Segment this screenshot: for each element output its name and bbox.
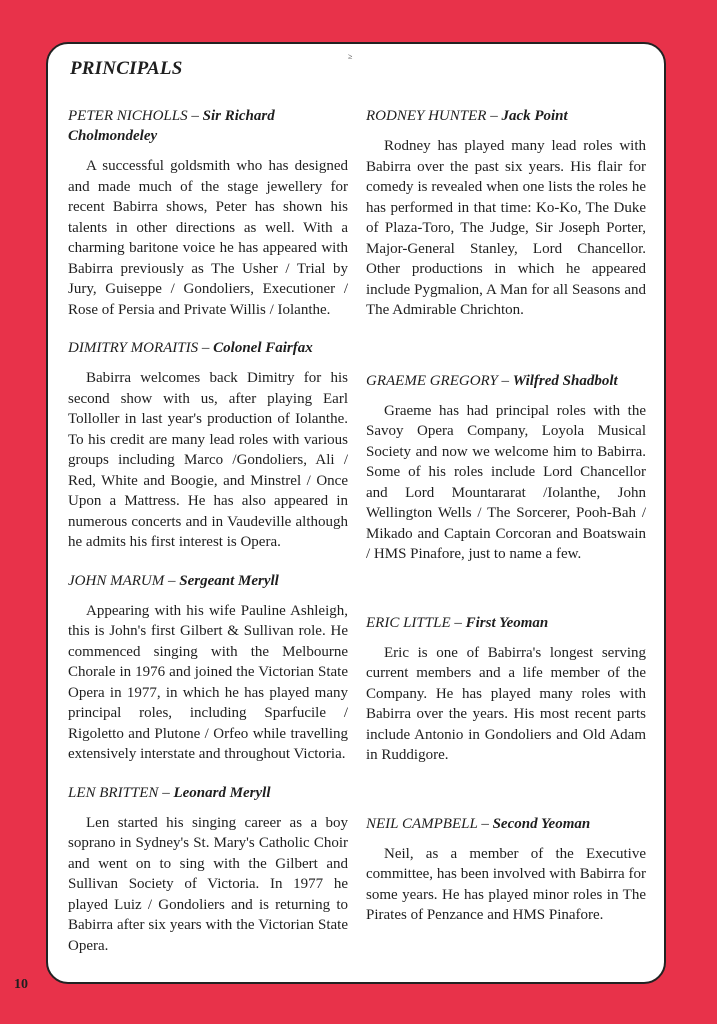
cast-entry [366,814,646,926]
cast-name: PETER NICHOLLS [68,108,188,124]
cast-role: Sir Richard Cholmondeley [68,108,275,144]
cast-heading: LEN BRITTEN – Leonard Meryll [68,784,271,801]
cast-bio: Len started his singing career as a boy soprano in Sydney's St. Mary's Catholic Choir and went on to sing with the Gilbert and Sullivan Society of Victoria. In 1977 he played Luiz / Gondoliers and is returning to Babirra after six years with the Victorian State Opera. [68,814,348,954]
cast-entry [68,106,348,320]
cast-bio: Graeme has had principal roles with the Savoy Opera Company, Loyola Musical Society and now we welcome him to Babirra. Some of his roles include Lord Chancellor and Lord Mountararat /Iolanthe, John Wellington Wells / The Sorcerer, Pooh-Bah / Mikado and Captain Corcoran and Boatswain / HMS Pinafore, just to name a few. [366,402,646,562]
cast-heading: ERIC LITTLE – First Yeoman [366,614,549,631]
cast-bio: Babirra welcomes back Dimitry for his second show with us, after playing Earl Tolloller in last year's production of Iolanthe. To his credit are many lead roles with various groups including Marco /Gondoliers, Ali / Red, White and Boogie, and Minstrel / Once Upon a Mattress. He has also appeared in numerous concerts and in Vaudeville although he admits his first interest is Opera. [68,370,348,550]
cast-name: ERIC LITTLE [366,614,451,631]
cast-heading: DIMITRY MORAITIS – Colonel Fairfax [68,340,313,356]
cast-heading: PETER NICHOLLS – Sir Richard Cholmondeley [68,108,275,144]
cast-name: GRAEME GREGORY [366,372,498,389]
cast-name: DIMITRY MORAITIS [68,340,199,356]
cast-role: First Yeoman [465,614,549,631]
cast-entry [366,371,646,565]
cast-role: Jack Point [501,108,568,124]
cast-name: LEN BRITTEN [68,784,159,801]
cast-name: RODNEY HUNTER [366,108,487,124]
cast-heading: RODNEY HUNTER – Jack Point [366,108,568,124]
cast-heading: JOHN MARUM – Sergeant Meryll [68,572,279,589]
cast-bio: Eric is one of Babirra's longest serving current members and a life member of the Company. He has played many roles with Babirra over the years. His most recent parts include Antonio in Gondoliers and Old Adam in Ruddigore. [366,644,646,763]
cast-bio: A successful goldsmith who has designed and made much of the stage jewellery for recent Babirra shows, Peter has shown his talents in other directions as well. With a charming baritone voice he has appeared with Babirra previously as The Usher / Trial by Jury, Guiseppe / Gondoliers, Executioner / Rose of Persia and Private Willis / Iolanthe. [68,158,348,318]
cast-heading: NEIL CAMPBELL – Second Yeoman [366,815,591,832]
cast-heading: GRAEME GREGORY – Wilfred Shadbolt [366,372,618,389]
cast-bio: Neil, as a member of the Executive committee, has been involved with Babirra for some years. He has played minor roles in The Pirates of Penzance and HMS Pinafore. [366,845,646,923]
cast-entry [68,338,348,553]
cast-role: Sergeant Meryll [179,572,279,589]
cast-role: Wilfred Shadbolt [512,372,618,389]
cast-role: Leonard Meryll [173,784,271,801]
left-column [68,106,348,956]
cast-role: Colonel Fairfax [213,340,313,356]
cast-entry [68,571,348,765]
cast-bio: Appearing with his wife Pauline Ashleigh, this is John's first Gilbert & Sullivan role. He commenced singing with the Melbourne Chorale in 1976 and joined the Victorian State Opera in 1977, in which he has played many principal roles, including Sparfucile / Rigoletto and Plutone / Orfeo while travelling extensively interstate and throughout Victoria. [68,602,348,762]
cast-bio: Rodney has played many lead roles with Babirra over the past six years. His flair for comedy is revealed when one lists the roles he has performed in that time: Ko-Ko, The Duke of Plaza-Toro, The Judge, Sir Joseph Porter, Major-General Stanley, Lord Chancellor. Other productions in which he appeared include Pygmalion, A Man for all Seasons and The Admirable Chrichton. [366,138,646,318]
cast-entry [366,106,646,321]
cast-name: NEIL CAMPBELL [366,815,478,832]
cast-role: Second Yeoman [492,815,591,832]
cast-entry [366,613,646,766]
programme-page [46,42,666,984]
cast-entry [68,783,348,957]
cast-name: JOHN MARUM [68,572,165,589]
print-mark: ≥ [348,52,353,61]
page-number: 10 [14,977,28,992]
right-column [366,106,646,926]
page-title: PRINCIPALS [70,58,183,79]
